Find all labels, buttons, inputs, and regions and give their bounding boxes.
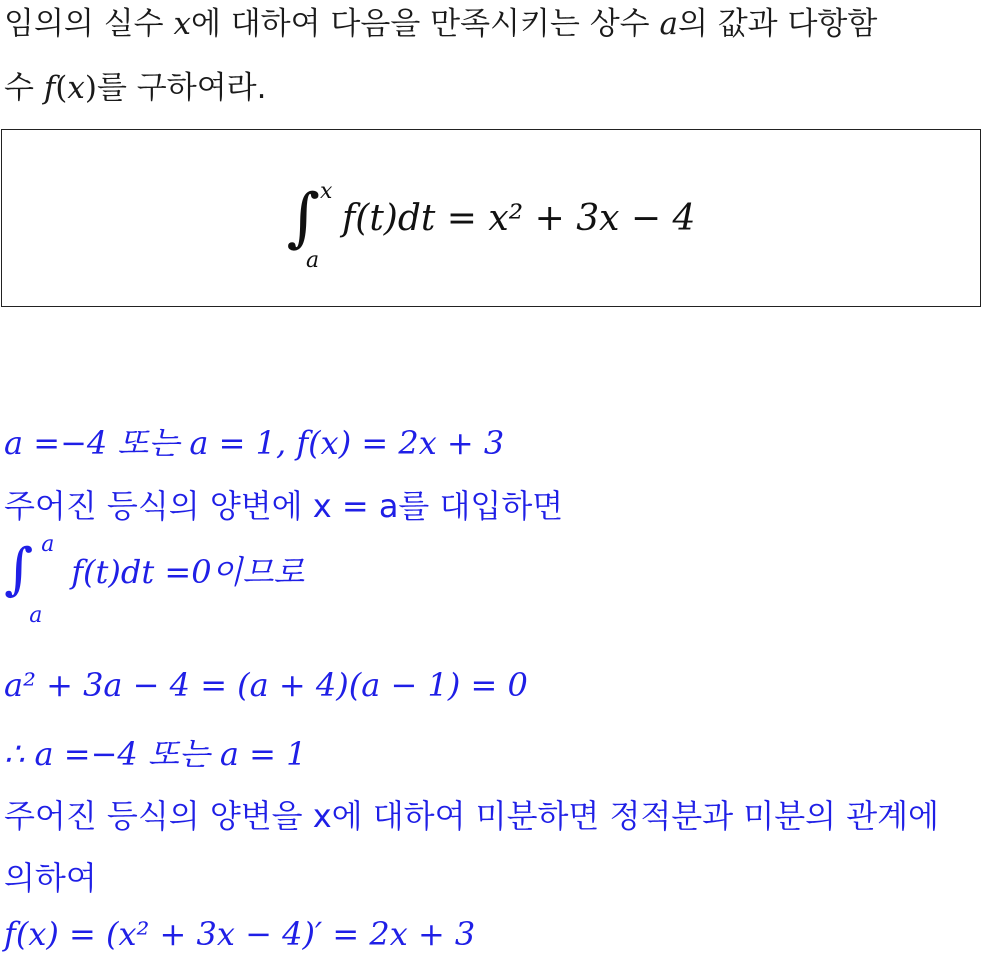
solution-step-5: 주어진 등식의 양변을 x에 대하여 미분하면 정적분과 미분의 관계에 [4,797,939,835]
integral-sign-icon-2: ∫ [4,537,34,602]
problem-line-1 [4,0,877,52]
solution-step-3: a² + 3a − 4 = (a + 4)(a − 1) = 0 [4,666,528,704]
integral-sign-icon: ∫ [286,181,320,255]
var-a: a [659,6,678,42]
solution-step-2 [4,532,305,638]
upper-limit-2: a [41,532,55,557]
equation-box [1,129,981,307]
solution-step-7: f(x) = (x² + 3x − 4)′ = 2x + 3 [4,915,476,953]
integral-limits [305,179,342,273]
integral-limits-2 [29,532,63,628]
problem-text-1a: 임의의 실수 [4,6,174,42]
integral-body: f(t)dt = x² + 3x − 4 [341,197,696,239]
paren-close: ) [84,70,97,106]
integral-equation [2,130,980,306]
lower-limit-2: a [29,603,43,628]
problem-text-1c: 의 값과 다항함 [677,6,878,42]
problem-text-2b: 를 구하여라. [97,70,267,106]
integral-body-2: f(t)dt =0이므로 [71,553,305,591]
func-fx: f [43,70,56,106]
solution-step-1: 주어진 등식의 양변에 x = a를 대입하면 [4,487,564,525]
problem-text-2a: 수 [4,70,44,106]
lower-limit: a [305,248,320,273]
var-x-2: x [67,70,85,106]
solution-step-4: ∴ a =−4 또는 a = 1 [4,735,307,773]
problem-text-1b: 에 대하여 다음을 만족시키는 상수 [190,6,660,42]
paren-open: ( [55,70,68,106]
var-x: x [173,6,191,42]
solution-step-6: 의하여 [4,859,97,897]
problem-line-2 [4,60,266,116]
upper-limit: x [319,179,333,204]
solution-answer: a =−4 또는 a = 1, f(x) = 2x + 3 [4,424,505,462]
